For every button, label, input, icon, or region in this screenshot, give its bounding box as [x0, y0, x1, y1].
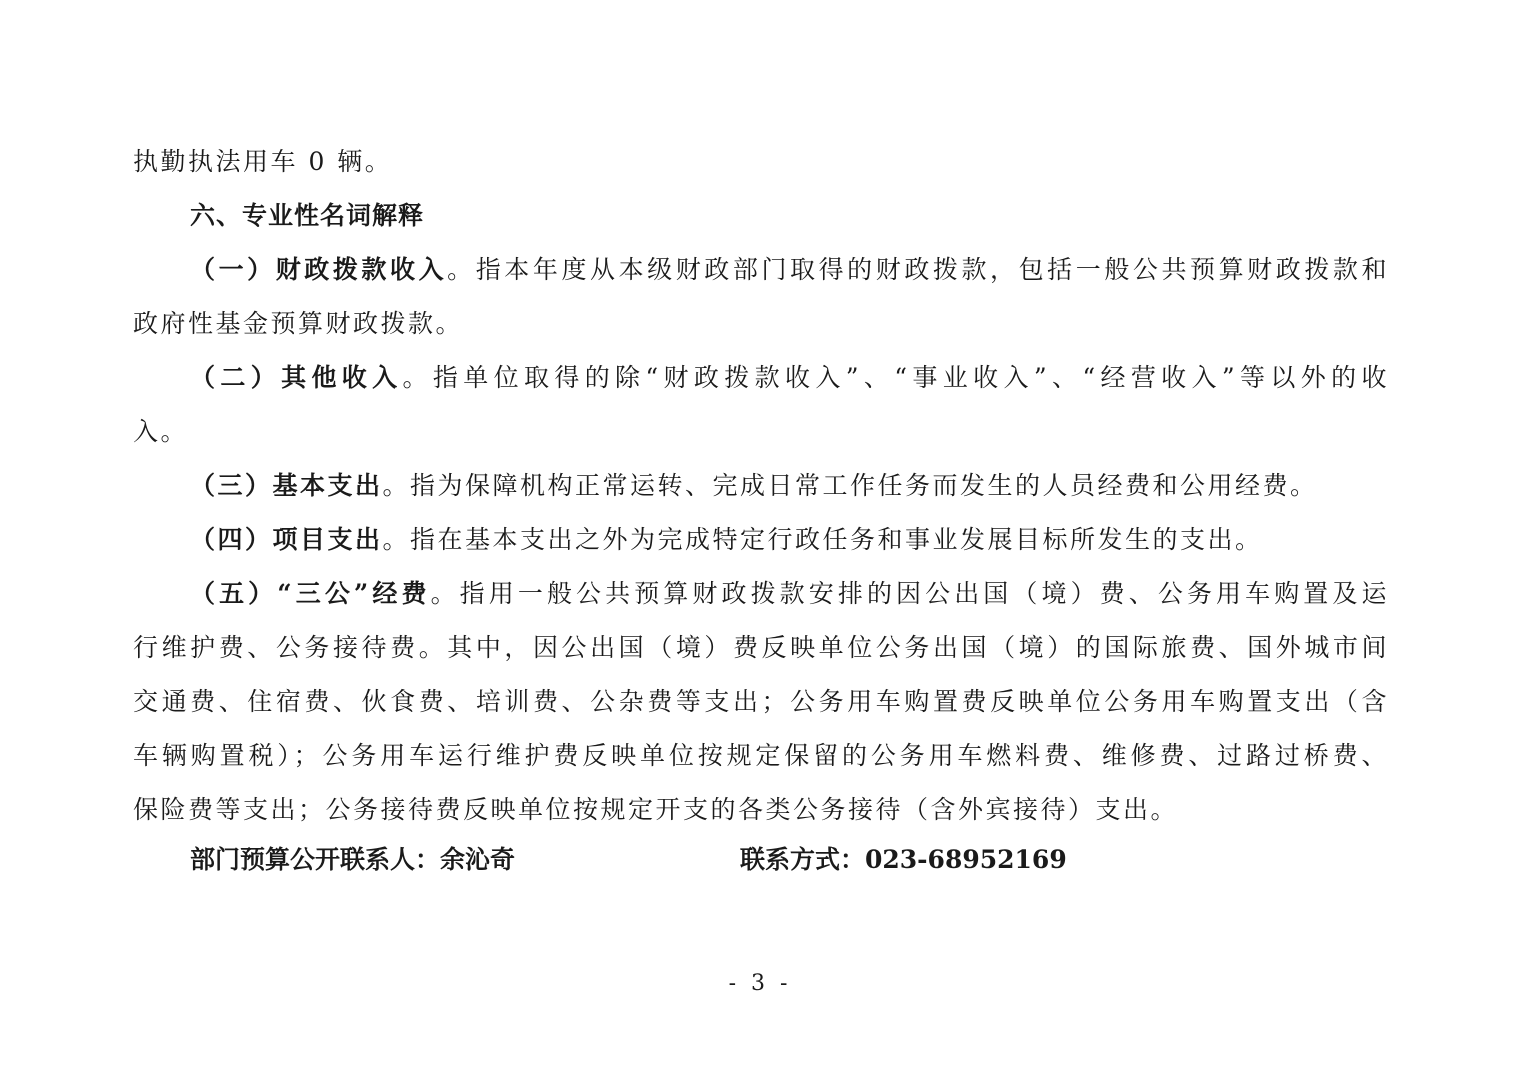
definition-text: 。指用一般公共预算财政拨款安排的因公出国（境）费、公务用车购置及运 — [430, 579, 1389, 608]
definition-item-5 — [190, 579, 1389, 609]
definition-term: （一）财政拨款收入 — [190, 255, 448, 284]
page-number: - 3 - — [728, 971, 792, 996]
section-heading: 六、专业性名词解释 — [190, 201, 425, 230]
definition-term: （五）“三公”经费 — [190, 579, 431, 608]
definition-term: （三）基本支出 — [190, 471, 383, 500]
definition-text: 。指单位取得的除“财政拨款收入”、“事业收入”、“经营收入”等以外的收 — [402, 363, 1389, 392]
definition-term: （二）其他收入 — [190, 363, 403, 392]
definition-text: 。指本年度从本级财政部门取得的财政拨款，包括一般公共预算财政拨款和 — [447, 255, 1389, 284]
definition-item-3 — [190, 471, 1389, 501]
definition-item-1-continued: 政府性基金预算财政拨款。 — [133, 309, 464, 338]
definition-item-5-continued: 交通费、住宿费、伙食费、培训费、公杂费等支出；公务用车购置费反映单位公务用车购置支出（含 — [133, 687, 1389, 716]
definition-text: 。指在基本支出之外为完成特定行政任务和事业发展目标所发生的支出。 — [382, 525, 1263, 554]
contact-person: 部门预算公开联系人：余沁奇 — [190, 845, 516, 874]
continuation-line: 执勤执法用车 0 辆。 — [133, 147, 393, 176]
definition-item-2-continued: 入。 — [133, 417, 189, 446]
definition-item-5-continued: 行维护费、公务接待费。其中，因公出国（境）费反映单位公务出国（境）的国际旅费、国外城市间 — [133, 633, 1389, 662]
definition-item-1 — [190, 255, 1389, 285]
definition-text: 。指为保障机构正常运转、完成日常工作任务而发生的人员经费和公用经费。 — [382, 471, 1318, 500]
definition-item-4 — [190, 525, 1389, 555]
definition-item-5-continued: 保险费等支出；公务接待费反映单位按规定开支的各类公务接待（含外宾接待）支出。 — [133, 795, 1179, 824]
definition-item-5-continued: 车辆购置税）；公务用车运行维护费反映单位按规定保留的公务用车燃料费、维修费、过路过桥费、 — [133, 741, 1389, 770]
definition-item-2 — [190, 363, 1389, 393]
contact-method: 联系方式：023-68952169 — [740, 845, 1067, 874]
definition-term: （四）项目支出 — [190, 525, 383, 554]
